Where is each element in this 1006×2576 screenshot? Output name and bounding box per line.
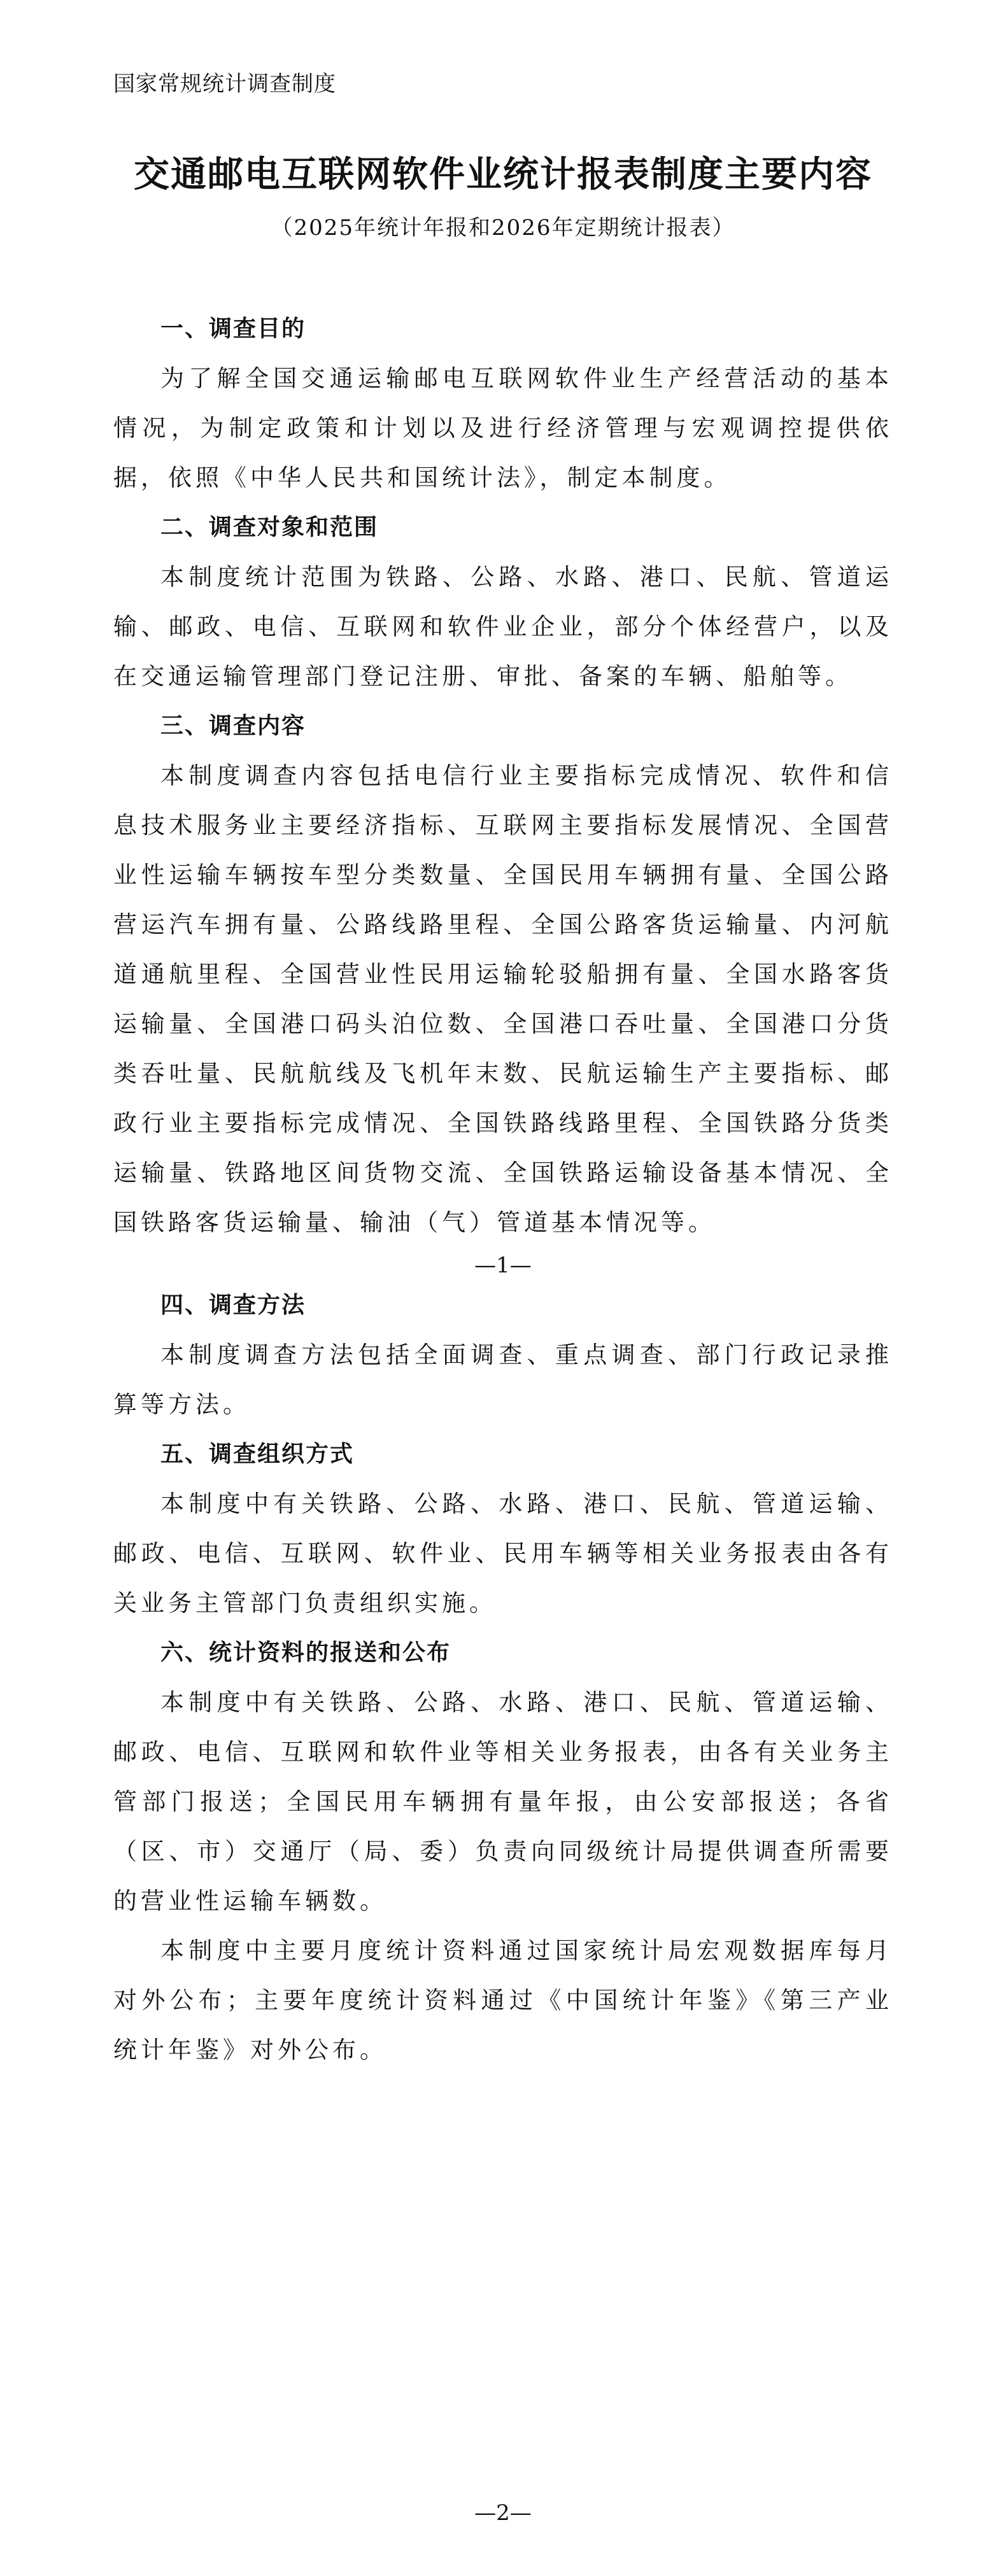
- section-paragraph: 本制度调查内容包括电信行业主要指标完成情况、软件和信息技术服务业主要经济指标、互联网主要指标发展情况、全国营业性运输车辆按车型分类数量、全国民用车辆拥有量、全国公路营运汽车拥有量、公路线路里程、全国公路客货运输量、内河航道通航里程、全国营业性民用运输轮驳船拥有量、全国水路客货运输量、全国港口码头泊位数、全国港口吞吐量、全国港口分货类吞吐量、民航航线及飞机年末数、民航运输生产主要指标、邮政行业主要指标完成情况、全国铁路线路里程、全国铁路分货类运输量、铁路地区间货物交流、全国铁路运输设备基本情况、全国铁路客货运输量、输油（气）管道基本情况等。: [113, 762, 893, 1236]
- document-title: 交通邮电互联网软件业统计报表制度主要内容: [134, 154, 872, 195]
- section-heading-purpose: 一、调查目的: [160, 316, 306, 342]
- section-paragraph: 本制度中有关铁路、公路、水路、港口、民航、管道运输、邮政、电信、互联网、软件业、民用车辆等相关业务报表由各有关业务主管部门负责组织实施。: [113, 1490, 893, 1617]
- survey-system-label: 国家常规统计调查制度: [113, 71, 336, 97]
- section-heading-reporting: 六、统计资料的报送和公布: [160, 1640, 451, 1666]
- section-heading-scope: 二、调查对象和范围: [160, 514, 379, 540]
- section-paragraph: 为了解全国交通运输邮电互联网软件业生产经营活动的基本情况，为制定政策和计划以及进行经济管理与宏观调控提供依据，依照《中华人民共和国统计法》，制定本制度。: [113, 365, 893, 491]
- section-paragraph: 本制度中有关铁路、公路、水路、港口、民航、管道运输、邮政、电信、互联网和软件业等相关业务报表，由各有关业务主管部门报送；全国民用车辆拥有量年报，由公安部报送；各省（区、市）交通厅（局、委）负责向同级统计局提供调查所需要的营业性运输车辆数。: [113, 1689, 893, 1915]
- page-number-2: —2—: [474, 2500, 532, 2526]
- section-heading-method: 四、调查方法: [160, 1292, 306, 1318]
- page-2-content: [113, 1281, 893, 2075]
- document-subtitle: （2025年统计年报和2026年定期统计报表）: [271, 215, 735, 241]
- section-paragraph: 本制度中主要月度统计资料通过国家统计局宏观数据库每月对外公布；主要年度统计资料通过《中国统计年鉴》《第三产业统计年鉴》对外公布。: [113, 1937, 893, 2064]
- section-paragraph: 本制度调查方法包括全面调查、重点调查、部门行政记录推算等方法。: [113, 1341, 893, 1418]
- section-heading-organization: 五、调查组织方式: [160, 1441, 355, 1467]
- page-number-1: —1—: [474, 1253, 532, 1278]
- page-1-content: [113, 304, 893, 1248]
- section-paragraph: 本制度统计范围为铁路、公路、水路、港口、民航、管道运输、邮政、电信、互联网和软件业企业，部分个体经营户，以及在交通运输管理部门登记注册、审批、备案的车辆、船舶等。: [113, 563, 893, 690]
- section-heading-content: 三、调查内容: [160, 713, 306, 739]
